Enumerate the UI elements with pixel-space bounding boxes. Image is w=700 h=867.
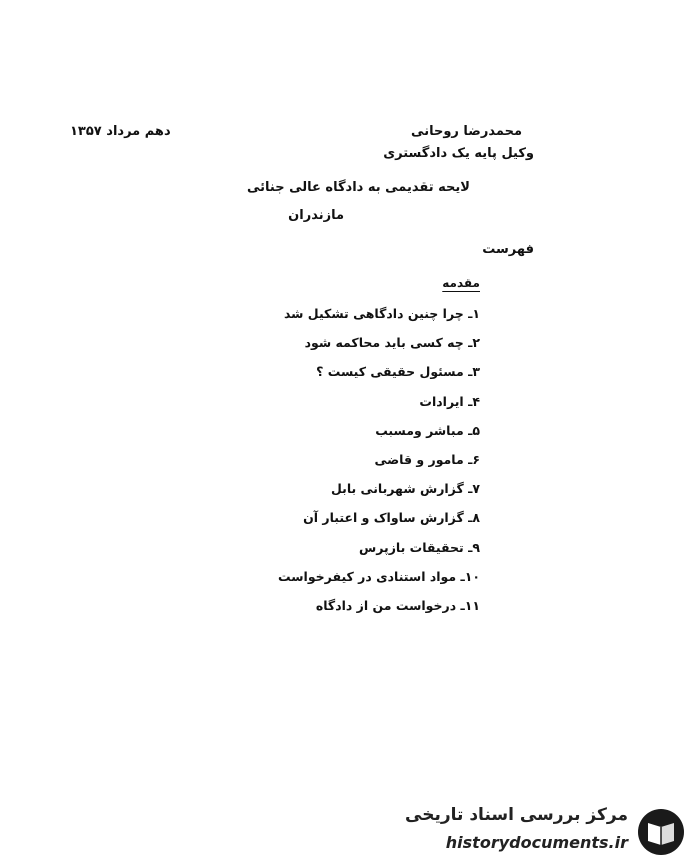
document-subtitle: مازندران [288, 208, 344, 223]
watermark-url: historydocuments.ir [445, 833, 628, 852]
toc-item: ۵ـ مباشر ومسبب [375, 422, 480, 438]
toc-item: ۸ـ گزارش ساواک و اعتبار آن [303, 510, 480, 526]
toc-item: ۷ـ گزارش شهربانی بابل [330, 481, 480, 497]
toc-item: ۱۱ـ درخواست من از دادگاه [315, 597, 480, 613]
watermark-text: مرکز بررسی اسناد تاریخی [405, 805, 628, 825]
toc-item: ۱۰ـ مواد استنادی در کیفرخواست [278, 568, 480, 584]
sender-name: محمدرضا روحانی [411, 124, 522, 139]
document-date: دهم مرداد ۱۳۵۷ [70, 124, 171, 139]
toc-intro-heading: مقدمه [442, 276, 480, 290]
toc-item: ۹ـ تحقیقات بازپرس [359, 539, 480, 555]
document-title: لایحه تقدیمی به دادگاه عالی جنائی [246, 180, 470, 195]
toc-item: ۱ـ چرا چنین دادگاهی تشکیل شد [283, 306, 480, 321]
toc-list [220, 306, 480, 627]
toc-item: ۴ـ ایرادات [419, 393, 480, 409]
toc-item: ۲ـ چه کسی باید محاکمه شود [304, 335, 480, 351]
sender-title: وکیل پایه یک دادگستری [383, 146, 534, 161]
toc-heading: فهرست [482, 242, 534, 257]
toc-item: ۳ـ مسئول حقیقی کیست ؟ [316, 364, 480, 380]
toc-item: ۶ـ مامور و قاضی [374, 451, 480, 467]
book-emblem-icon [636, 807, 686, 857]
watermark [400, 801, 690, 861]
